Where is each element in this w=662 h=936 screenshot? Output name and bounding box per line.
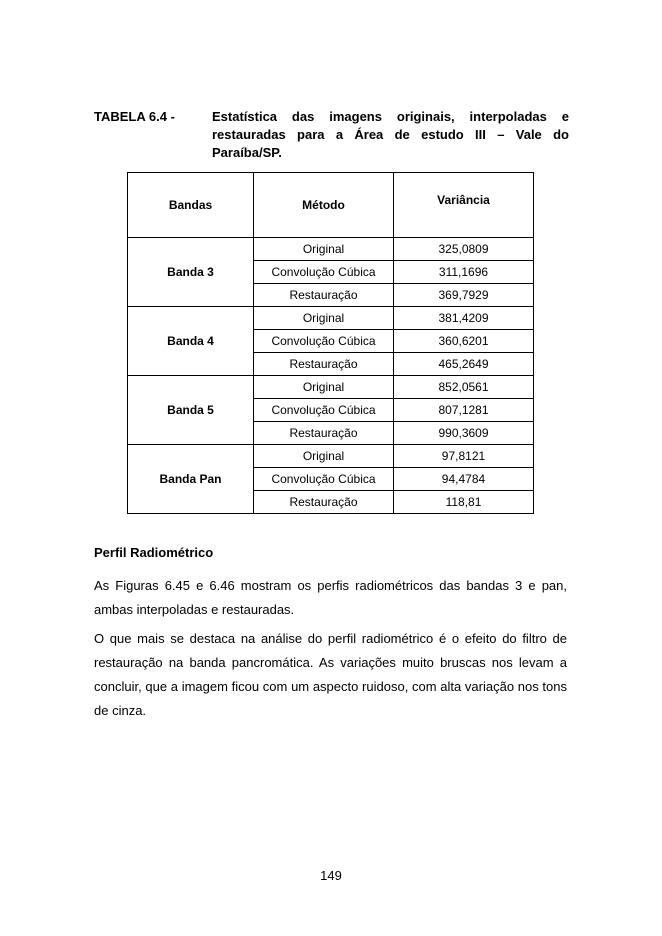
header-variancia: Variância: [394, 173, 534, 238]
table-caption-label: TABELA 6.4 -: [94, 109, 175, 124]
method-cell: Original: [254, 307, 394, 330]
paragraph: O que mais se destaca na análise do perfil radiométrico é o efeito do filtro de restauração na banda pancromática. As variações muito bruscas nos levam a concluir, que a imagem ficou com um aspecto ruidoso, com alta variação nos tons de cinza.: [94, 631, 567, 718]
variance-table: [127, 172, 534, 514]
method-cell: Convolução Cúbica: [254, 261, 394, 284]
table-row: [128, 445, 534, 468]
header-bandas: Bandas: [128, 173, 254, 238]
method-cell: Restauração: [254, 353, 394, 376]
method-cell: Convolução Cúbica: [254, 330, 394, 353]
method-cell: Convolução Cúbica: [254, 468, 394, 491]
variance-cell: 852,0561: [394, 376, 534, 399]
method-cell: Restauração: [254, 422, 394, 445]
paragraph: As Figuras 6.45 e 6.46 mostram os perfis radiométricos das bandas 3 e pan, ambas interpoladas e restauradas.: [94, 578, 567, 617]
method-cell: Original: [254, 238, 394, 261]
variance-cell: 990,3609: [394, 422, 534, 445]
table-caption-text: Estatística das imagens originais, interpoladas e restauradas para a Área de estudo III – Vale do Paraíba/SP.: [212, 109, 569, 160]
section-heading: Perfil Radiométrico: [94, 545, 214, 560]
table-row: [128, 376, 534, 399]
variance-cell: 381,4209: [394, 307, 534, 330]
variance-cell: 369,7929: [394, 284, 534, 307]
variance-cell: 311,1696: [394, 261, 534, 284]
variance-cell: 360,6201: [394, 330, 534, 353]
variance-cell: 118,81: [394, 491, 534, 514]
method-cell: Convolução Cúbica: [254, 399, 394, 422]
variance-cell: 465,2649: [394, 353, 534, 376]
header-metodo: Método: [254, 173, 394, 238]
method-cell: Restauração: [254, 491, 394, 514]
table-row: [128, 307, 534, 330]
variance-cell: 94,4784: [394, 468, 534, 491]
variance-cell: 97,8121: [394, 445, 534, 468]
band-label: Banda 3: [128, 238, 254, 307]
table-header-row: [128, 173, 534, 238]
method-cell: Original: [254, 445, 394, 468]
variance-cell: 807,1281: [394, 399, 534, 422]
band-label: Banda 5: [128, 376, 254, 445]
method-cell: Original: [254, 376, 394, 399]
band-label: Banda 4: [128, 307, 254, 376]
table-row: [128, 238, 534, 261]
method-cell: Restauração: [254, 284, 394, 307]
variance-cell: 325,0809: [394, 238, 534, 261]
page-number: 149: [320, 868, 342, 883]
band-label: Banda Pan: [128, 445, 254, 514]
